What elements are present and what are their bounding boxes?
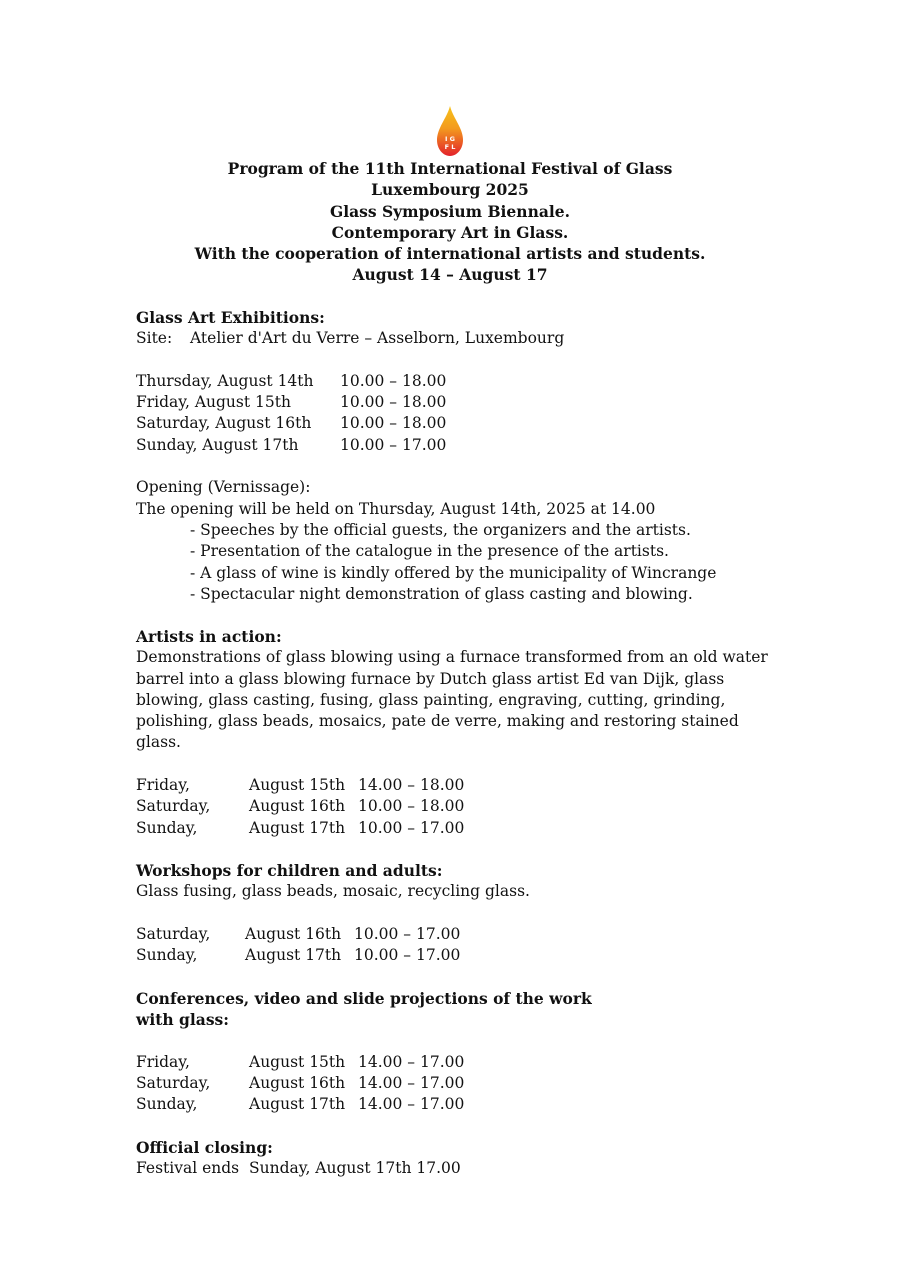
- closing-label: Festival ends: [136, 1159, 240, 1178]
- site-value: Atelier d'Art du Verre – Asselborn, Luxembourg: [190, 329, 565, 348]
- program-subtitle: With the cooperation of international artists and students.: [194, 244, 706, 264]
- schedule-day: Sunday,: [136, 1095, 198, 1114]
- program-title-block: [0, 158, 900, 286]
- schedule-row: [136, 1094, 776, 1115]
- paragraph-line: barrel into a glass blowing furnace by Dutch glass artist Ed van Dijk, glass: [136, 669, 725, 688]
- workshops-section: [136, 860, 776, 966]
- program-dates: August 14 – August 17: [352, 265, 548, 285]
- program-location: Luxembourg 2025: [371, 180, 529, 200]
- schedule-row: [136, 435, 776, 456]
- schedule-time: 10.00 – 18.00: [358, 797, 465, 816]
- program-title: Program of the 11th International Festival of Glass: [227, 159, 673, 178]
- logo-letters-top: I G: [444, 135, 456, 143]
- exhibitions-section: [136, 307, 776, 605]
- schedule-date: August 16th: [249, 797, 346, 816]
- closing-line: [136, 1158, 776, 1179]
- schedule-day: Saturday,: [136, 1074, 211, 1093]
- closing-value: Sunday, August 17th 17.00: [249, 1159, 461, 1178]
- section-heading: Official closing:: [136, 1138, 273, 1157]
- opening-bullet: - Speeches by the official guests, the organizers and the artists.: [190, 520, 691, 539]
- schedule-day: Sunday,: [136, 946, 198, 965]
- logo-letters-bottom: F L: [444, 143, 456, 151]
- schedule-row: [136, 945, 776, 966]
- schedule-row: [136, 775, 776, 796]
- schedule-day: Friday,: [136, 1052, 190, 1071]
- schedule-time: 10.00 – 17.00: [340, 435, 447, 454]
- paragraph-line: blowing, glass casting, fusing, glass painting, engraving, cutting, grinding,: [136, 690, 726, 709]
- schedule-date: August 17th: [249, 818, 346, 837]
- schedule-row: [136, 392, 776, 413]
- opening-text: The opening will be held on Thursday, August 14th, 2025 at 14.00: [136, 499, 656, 518]
- schedule-time: 14.00 – 17.00: [358, 1074, 465, 1093]
- schedule-day: Friday,: [136, 776, 190, 795]
- schedule-time: 14.00 – 18.00: [358, 776, 465, 795]
- site-line: [136, 328, 776, 349]
- schedule-time: 10.00 – 17.00: [354, 946, 461, 965]
- schedule-row: [136, 1073, 776, 1094]
- schedule-day: Friday, August 15th: [136, 393, 291, 412]
- schedule-date: August 16th: [249, 1074, 346, 1093]
- schedule-row: [136, 924, 776, 945]
- section-heading: Conferences, video and slide projections of the work: [136, 989, 592, 1008]
- artists-section: [136, 626, 776, 839]
- schedule-date: August 15th: [249, 776, 346, 795]
- conferences-section: [136, 988, 776, 1116]
- schedule-row: [136, 413, 776, 434]
- opening-bullet: - Presentation of the catalogue in the presence of the artists.: [190, 542, 669, 561]
- schedule-date: August 15th: [249, 1052, 346, 1071]
- schedule-time: 14.00 – 17.00: [358, 1052, 465, 1071]
- closing-section: [136, 1137, 776, 1180]
- site-label: Site:: [136, 329, 173, 348]
- schedule-time: 10.00 – 18.00: [340, 393, 447, 412]
- schedule-row: [136, 796, 776, 817]
- schedule-time: 10.00 – 17.00: [358, 818, 465, 837]
- schedule-row: [136, 371, 776, 392]
- schedule-day: Saturday,: [136, 797, 211, 816]
- schedule-time: 10.00 – 18.00: [340, 371, 447, 390]
- schedule-row: [136, 1052, 776, 1073]
- schedule-day: Saturday,: [136, 924, 211, 943]
- section-heading: Glass Art Exhibitions:: [136, 308, 325, 327]
- opening-bullet: - A glass of wine is kindly offered by the municipality of Wincrange: [190, 563, 717, 582]
- schedule-date: August 16th: [245, 924, 342, 943]
- paragraph-line: glass.: [136, 733, 181, 752]
- schedule-time: 10.00 – 17.00: [354, 924, 461, 943]
- section-heading: Artists in action:: [136, 627, 282, 646]
- program-subtitle: Glass Symposium Biennale.: [329, 201, 571, 221]
- festival-logo: [434, 104, 466, 158]
- paragraph-line: Demonstrations of glass blowing using a furnace transformed from an old water: [136, 648, 768, 667]
- schedule-day: Sunday,: [136, 818, 198, 837]
- section-heading: Workshops for children and adults:: [136, 861, 443, 880]
- schedule-time: 14.00 – 17.00: [358, 1095, 465, 1114]
- schedule-day: Saturday, August 16th: [136, 414, 312, 433]
- section-heading: with glass:: [136, 1010, 229, 1030]
- program-subtitle: Contemporary Art in Glass.: [331, 222, 569, 242]
- schedule-row: [136, 818, 776, 839]
- opening-label: Opening (Vernissage):: [136, 478, 311, 497]
- paragraph-line: polishing, glass beads, mosaics, pate de verre, making and restoring stained: [136, 712, 739, 731]
- opening-bullet: - Spectacular night demonstration of glass casting and blowing.: [190, 584, 693, 603]
- workshops-text: Glass fusing, glass beads, mosaic, recycling glass.: [136, 882, 530, 901]
- schedule-date: August 17th: [249, 1095, 346, 1114]
- schedule-date: August 17th: [245, 946, 342, 965]
- schedule-time: 10.00 – 18.00: [340, 414, 447, 433]
- schedule-day: Thursday, August 14th: [136, 371, 314, 390]
- schedule-day: Sunday, August 17th: [136, 435, 299, 454]
